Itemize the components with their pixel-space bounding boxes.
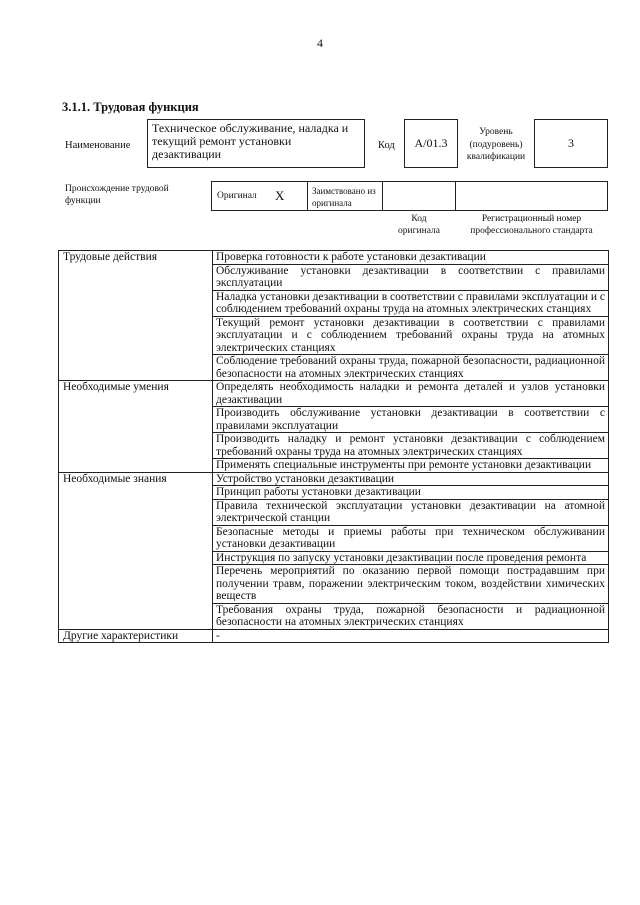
category-cell: Трудовые действия <box>59 251 213 381</box>
borrowed-cell <box>307 181 383 211</box>
table-row <box>59 629 609 643</box>
code-caption-line2: оригинала <box>398 226 440 236</box>
registration-caption <box>455 213 608 237</box>
item-cell: - <box>213 629 609 643</box>
reg-caption-line1: Регистрационный номер <box>481 214 582 224</box>
item-cell: Правила технической эксплуатации установки дезактивации на атомной электрической станции <box>213 499 609 525</box>
item-cell: Текущий ремонт установки дезактивации в соответствии с правилами эксплуатации и с соблюдением требований охраны труда на атомных электрических станциях <box>213 316 609 355</box>
original-mark: X <box>275 188 285 203</box>
item-cell: Принцип работы установки дезактивации <box>213 486 609 500</box>
item-cell: Инструкция по запуску установки дезактивации после проведения ремонта <box>213 551 609 565</box>
page-number: 4 <box>317 36 323 50</box>
category-cell: Необходимые знания <box>59 472 213 629</box>
item-cell: Устройство установки дезактивации <box>213 472 609 486</box>
category-cell: Необходимые умения <box>59 381 213 473</box>
name-label: Наименование <box>65 140 131 151</box>
level-value: 3 <box>568 136 574 150</box>
borrowed-label: Заимствовано из оригинала <box>312 186 376 208</box>
item-cell: Требования охраны труда, пожарной безопасности и радиационной безопасности на атомных электрических станциях <box>213 603 609 629</box>
code-caption <box>382 213 456 237</box>
item-cell: Перечень мероприятий по оказанию первой помощи пострадавшим при получении травм, поражении электрическим током, воздействии химических веществ <box>213 565 609 604</box>
function-details-table <box>58 250 609 643</box>
code-box <box>404 119 458 168</box>
item-cell: Производить наладку и ремонт установки дезактивации с соблюдением требований охраны труда на атомных электрических станциях <box>213 433 609 459</box>
item-cell: Производить обслуживание установки дезактивации в соответствии с правилами эксплуатации <box>213 407 609 433</box>
item-cell: Безопасные методы и приемы работы при техническом обслуживании установки дезактивации <box>213 525 609 551</box>
code-value: A/01.3 <box>414 136 448 150</box>
code-caption-line1: Код <box>411 214 427 224</box>
level-label <box>462 126 530 164</box>
table-row <box>59 251 609 265</box>
function-name-box <box>147 119 365 168</box>
original-label: Оригинал <box>217 191 257 201</box>
level-box <box>534 119 608 168</box>
origin-label: Происхождение трудовой функции <box>65 184 169 206</box>
code-label: Код <box>378 140 395 151</box>
table-row <box>59 381 609 407</box>
registration-number-cell <box>455 181 608 211</box>
function-name: Техническое обслуживание, наладка и текущий ремонт установки дезактивации <box>152 121 349 161</box>
level-label-line3: квалификации <box>466 152 526 162</box>
item-cell: Соблюдение требований охраны труда, пожарной безопасности, радиационной безопасности на атомных электрических станциях <box>213 355 609 381</box>
original-code-cell <box>382 181 456 211</box>
item-cell: Проверка готовности к работе установки дезактивации <box>213 251 609 265</box>
original-cell <box>211 181 308 211</box>
item-cell: Применять специальные инструменты при ремонте установки дезактивации <box>213 459 609 473</box>
table-row <box>59 472 609 486</box>
item-cell: Обслуживание установки дезактивации в соответствии с правилами эксплуатации <box>213 264 609 290</box>
section-title: 3.1.1. Трудовая функция <box>62 100 199 114</box>
category-cell: Другие характеристики <box>59 629 213 643</box>
level-label-line1: Уровень <box>479 127 513 137</box>
item-cell: Определять необходимость наладки и ремонта деталей и узлов установки дезактивации <box>213 381 609 407</box>
level-label-line2: (подуровень) <box>469 139 523 150</box>
item-cell: Наладка установки дезактивации в соответствии с правилами эксплуатации и с соблюдением требований охраны труда на атомных электрических станциях <box>213 290 609 316</box>
reg-caption-line2: профессионального стандарта <box>470 226 593 236</box>
